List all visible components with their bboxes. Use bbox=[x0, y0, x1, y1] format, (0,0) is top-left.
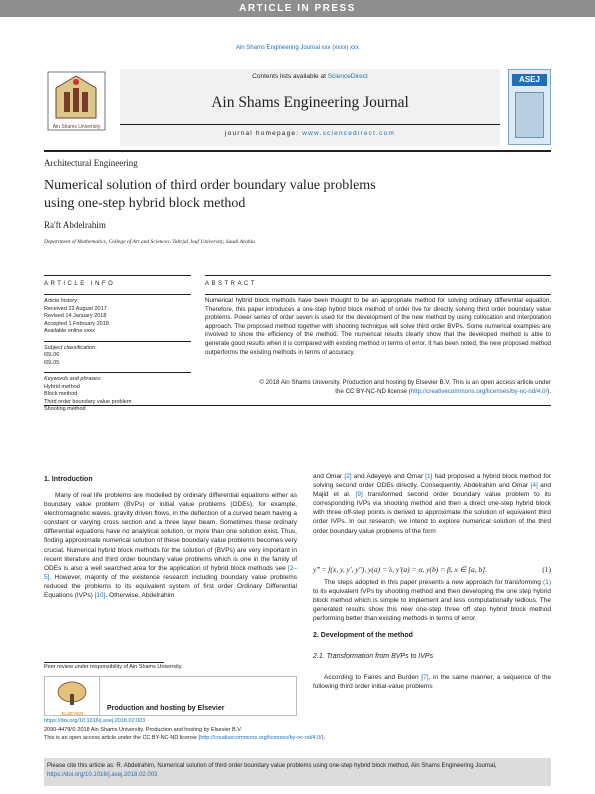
doi-url[interactable]: https://doi.org/10.1016/j.asej.2018.02.003 bbox=[44, 718, 146, 724]
logo-caption: Ain Shams University bbox=[52, 124, 101, 130]
elsevier-wordmark: ELSEVIER bbox=[61, 711, 84, 716]
journal-title: Ain Shams Engineering Journal bbox=[211, 94, 409, 111]
article-info-heading: ARTICLE INFO bbox=[44, 281, 116, 287]
copyright-license-text: the CC BY-NC-ND license ( bbox=[335, 387, 411, 395]
subsection-2-1-heading: 2.1. Transformation from BVPs to IVPs bbox=[313, 653, 434, 660]
contents-line bbox=[120, 73, 500, 80]
footnote-rule bbox=[44, 662, 164, 663]
cover-title: ASEJ bbox=[512, 74, 547, 86]
ref-4-link[interactable]: [4] bbox=[530, 482, 538, 490]
title-line-1: Numerical solution of third order boundary value problems bbox=[44, 178, 376, 193]
open-access-line bbox=[44, 735, 325, 743]
journal-reference-link[interactable]: Ain Shams Engineering Journal xxx (xxxx) xxx bbox=[235, 45, 360, 51]
subject-code-1: 65L06 bbox=[44, 352, 60, 358]
abstract-sub-rule bbox=[205, 294, 551, 295]
keyword-2: Block method bbox=[44, 391, 78, 397]
production-text: Production and hosting by Elsevier bbox=[107, 705, 225, 712]
ref-2-link[interactable]: [2] bbox=[344, 473, 352, 480]
intro-paragraph-1 bbox=[44, 491, 297, 600]
cover-image bbox=[515, 92, 544, 138]
doi-link[interactable] bbox=[44, 718, 145, 726]
abstract-text: Numerical hybrid block methods have been thought to be an appropriate method for solving ordinary differential equation. Therefore, this paper introduces a one-step hybrid block method of order five for directly solving third order boundary value problems. Power series of order seven is used for the development of the new method by using collocation and interpolation approach. The proposed method together with shooting technique will solve third order BVPs. Some numerical examples are involved to show the efficiency of the method. The numerical results clearly show that the developed method is able to generate good results when it is compared with existing method in terms of error. It has been noted, the new proposed method outperforms the existing methods in terms of accuracy. bbox=[205, 297, 551, 356]
abstract-bottom-rule bbox=[44, 405, 551, 406]
keyword-4: Shooting method bbox=[44, 406, 86, 412]
equation-1 bbox=[313, 565, 551, 574]
s2-text-b: , in the same manner, a sequence of the following third order initial-value problems bbox=[313, 674, 551, 691]
right-text-b: and Adeyeye and Omar bbox=[351, 473, 426, 480]
equation-text: y‴ = f(x, y, y′, y″), y(a) = λ, y′(a) = α, y(b) = β, x ∈ [a, b]. bbox=[313, 565, 488, 574]
right-text-d: and Majid et al. bbox=[313, 482, 551, 499]
abstract-copyright bbox=[205, 379, 551, 396]
s2-text-a: According to Faires and Burden bbox=[324, 674, 422, 681]
right-text-c: had proposed a hybrid block method for solving second order ODEs directly. Consequently, Abdelrahim and Omar bbox=[313, 473, 551, 490]
peer-review-note: Peer review under responsibility of Ain Shams University. bbox=[44, 664, 183, 670]
ref-10-link[interactable]: [10] bbox=[94, 592, 106, 600]
homepage-label: journal homepage: bbox=[224, 130, 300, 137]
oa-end: ). bbox=[321, 735, 326, 741]
abstract-heading: ABSTRACT bbox=[205, 281, 258, 287]
copyright-end: ). bbox=[547, 387, 551, 395]
license-link[interactable]: http://creativecommons.org/licenses/by-nc-nd/4.0/ bbox=[410, 387, 548, 395]
ref-7-link[interactable]: [7] bbox=[421, 674, 429, 681]
abstract-top-rule bbox=[205, 275, 551, 276]
copyright-line-1: © 2018 Ain Shams University. Production and hosting by Elsevier B.V. This is an open access article under bbox=[259, 379, 551, 386]
ref-9-link[interactable]: [9] bbox=[355, 491, 363, 499]
issn-line: 2090-4479/© 2018 Ain Shams University. Production and hosting by Elsevier B.V. bbox=[44, 727, 242, 733]
intro-text-b: . However, majority of the existence research including boundary value problems reduced the problems to its equivalent system of first order Ordinary Differential Equations (IVPs) bbox=[44, 573, 297, 600]
p2-text-b: to its equivalent IVPs by shooting method and then developing the one step hybrid block method which is simple to implement and less computationally tedious. The generated results show this new one-step three off step hybrid block method performing better than existing methods in terms of error. bbox=[313, 588, 551, 623]
article-in-press-banner: ARTICLE IN PRESS bbox=[0, 0, 595, 17]
info-sub-rule bbox=[44, 294, 191, 295]
journal-cover-thumbnail bbox=[508, 69, 551, 145]
citation-box bbox=[44, 758, 551, 786]
right-text-a: and Omar bbox=[313, 473, 345, 480]
header-thick-rule bbox=[44, 150, 551, 152]
subject-label: Subject classification: bbox=[44, 344, 97, 351]
keywords-label: Keywords and phrases: bbox=[44, 376, 102, 382]
author-affiliation: Department of Mathematics, College of Art and Sciences, Tabrjal Jouf University, Saudi Arabia bbox=[44, 239, 255, 245]
keyword-3: Third order boundary value problem bbox=[44, 398, 132, 405]
ref-1-link[interactable]: [1] bbox=[425, 473, 433, 480]
homepage-link[interactable]: www.sciencedirect.com bbox=[302, 130, 395, 137]
online-date: Available online xxxx bbox=[44, 328, 95, 334]
contents-text: Contents lists available at bbox=[252, 73, 326, 80]
history-label: Article history: bbox=[44, 298, 79, 304]
revised-date: Revised 14 January 2018 bbox=[44, 313, 107, 319]
citation-doi-link[interactable]: https://doi.org/10.1016/j.asej.2018.02.003 bbox=[47, 772, 158, 778]
equation-number: (1) bbox=[542, 565, 551, 574]
section-2-heading: 2. Development of the method bbox=[313, 632, 413, 639]
intro-paragraph-2 bbox=[313, 578, 551, 623]
accepted-date: Accepted 1 February 2018 bbox=[44, 320, 109, 327]
intro-text-c: . Otherwise, Abdelrahim bbox=[105, 592, 175, 600]
sciencedirect-link[interactable]: ScienceDirect bbox=[327, 73, 368, 80]
info-top-rule bbox=[44, 275, 191, 276]
intro-right-paragraph bbox=[313, 472, 551, 536]
copyright-line-2 bbox=[205, 388, 551, 397]
ref-2-5-link[interactable]: [2–5] bbox=[44, 564, 297, 581]
right-text-e: transformed second order boundary value problem to its corresponding IVPs via shooting method and then a direct one-step hybrid block with three off-step points is derived to approximate the solution of equivalent third order IVPs. In our research, we intend to explore numerical solution of the third order boundary value problems of the form bbox=[313, 491, 551, 535]
section-label: Architectural Engineering bbox=[44, 158, 138, 168]
elsevier-tree-icon bbox=[50, 680, 95, 713]
section-2-paragraph bbox=[313, 673, 551, 691]
author-name: Ra'ft Abdelrahim bbox=[44, 220, 106, 230]
subject-code-2: 65L05 bbox=[44, 359, 60, 366]
header-divider bbox=[120, 124, 500, 125]
received-date: Received 22 August 2017 bbox=[44, 305, 107, 312]
keyword-1: Hybrid method bbox=[44, 383, 80, 390]
oa-text: This is an open access article under the CC BY-NC-ND license ( bbox=[44, 735, 201, 741]
article-title bbox=[44, 177, 464, 213]
homepage-line bbox=[120, 130, 500, 137]
citation-text: Please cite this article as: R. Abdelrahim, Numerical solution of third order boundary value problems using one-step hybrid block method, Ain Shams Engineering Journal, bbox=[47, 763, 497, 769]
equation-1-ref-link[interactable]: (1) bbox=[543, 579, 551, 586]
oa-license-link[interactable]: http://creativecommons.org/licenses/by-nc-nd/4.0/ bbox=[200, 735, 322, 741]
p2-text-a: The steps adopted in this paper presents a new approach for transforming bbox=[324, 579, 544, 586]
introduction-heading: 1. Introduction bbox=[44, 476, 93, 483]
article-info-block bbox=[44, 298, 191, 414]
intro-text-a: Many of real life problems are modelled by ordinary differential equations either as boundary value problem (BVPs) or initial value problems (ODEs), for example, electromagnetic waves, gravity driven flows, in the deflection of a curved beam having a constant or varying cross section and a three layer beam. Sometimes these ordinary differential equations have no analytical solution, or more than one solution exist. Thus, finding approximate numerical solution of these boundary value problems becomes very crucial. Numerical hybrid block methods for the solution of (BVPs) are very important in recent literature and third order boundary value problems which is one in the family of ODEs is also a well searched area for the application of hybrid block methods see bbox=[44, 492, 297, 572]
title-line-2: using one-step hybrid block method bbox=[44, 196, 246, 211]
